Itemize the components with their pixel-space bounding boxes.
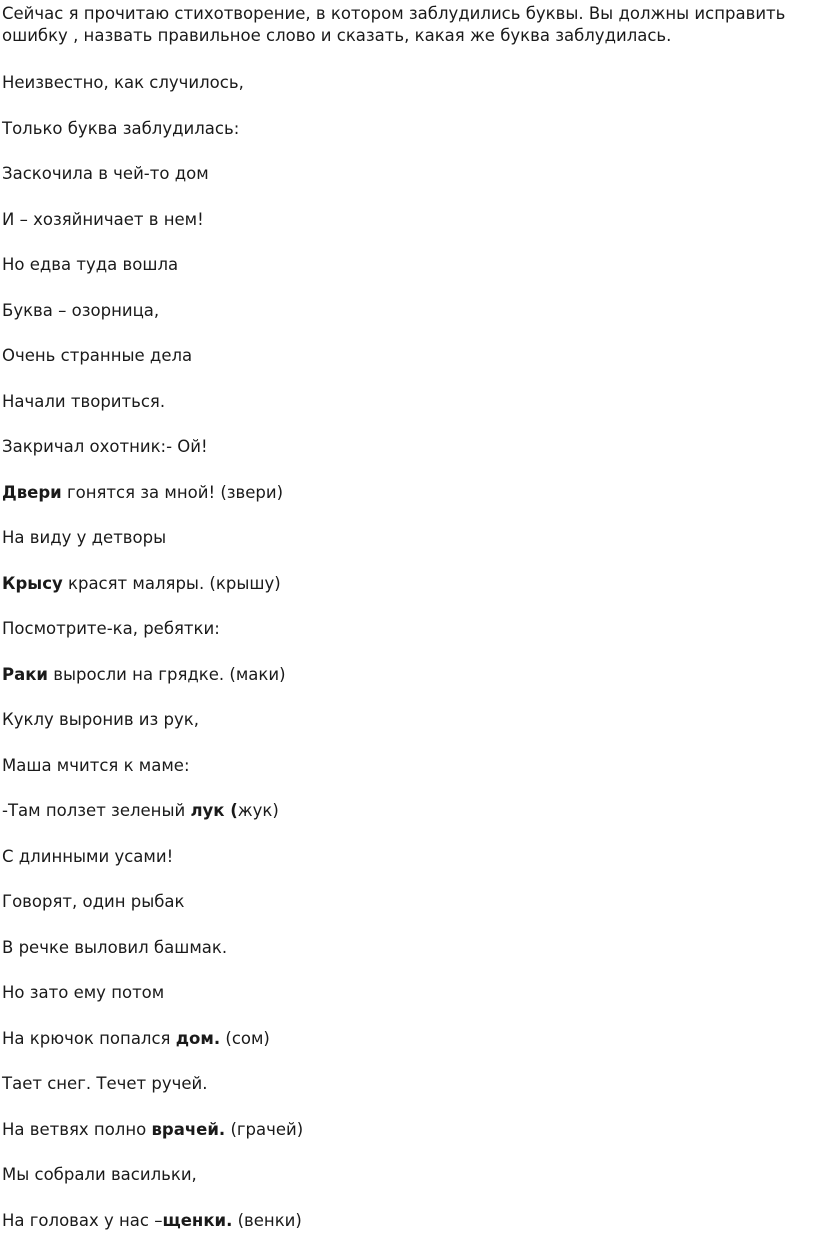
- poem-line: [0, 1210, 816, 1255]
- line-text: Маша мчится к маме:: [2, 755, 190, 775]
- poem-line: [0, 1028, 816, 1074]
- line-text: Говорят, один рыбак: [2, 892, 185, 911]
- poem-line: [0, 664, 816, 710]
- poem-line: [0, 982, 816, 1028]
- line-text: С длинными усами!: [2, 846, 174, 866]
- poem-line: [0, 1164, 816, 1210]
- line-text: На ветвях полно: [2, 1119, 152, 1139]
- intro-paragraph: Сейчас я прочитаю стихотворение, в котором заблудились буквы. Вы должны исправить ошибку , назвать правильное слово и сказать, какая же буква заблудилась.: [2, 4, 786, 45]
- poem-line: [0, 755, 816, 801]
- poem-line: [0, 209, 816, 255]
- line-text: На виду у детворы: [2, 528, 167, 547]
- misspelled-word: Крысу: [2, 573, 63, 593]
- poem-line: [0, 482, 816, 528]
- line-text: На крючок попался: [2, 1028, 176, 1048]
- misspelled-word: лук (: [190, 801, 238, 820]
- poem-line: [0, 846, 816, 892]
- poem-line: [0, 72, 816, 118]
- line-text: гонятся за мной! (звери): [61, 482, 284, 502]
- line-text: Куклу выронив из рук,: [2, 710, 199, 729]
- misspelled-word: Раки: [2, 664, 48, 684]
- line-text: В речке выловил башмак.: [2, 937, 228, 957]
- poem-line: [0, 163, 816, 209]
- line-text: Тает снег. Течет ручей.: [2, 1074, 208, 1093]
- line-text: Мы собрали васильки,: [2, 1165, 197, 1184]
- line-text: (венки): [232, 1210, 302, 1230]
- line-text: И – хозяйничает в нем!: [2, 209, 204, 229]
- line-text: На головах у нас –: [2, 1210, 163, 1230]
- line-text: Но зато ему потом: [2, 983, 165, 1002]
- poem-line: [0, 1119, 816, 1165]
- poem-lines: [0, 72, 816, 1255]
- line-text: (грачей): [225, 1119, 304, 1139]
- misspelled-word: врачей.: [151, 1119, 226, 1139]
- line-text: Очень странные дела: [2, 346, 193, 365]
- line-text: Только буква заблудилась:: [2, 118, 240, 138]
- line-text: Посмотрите-ка, ребятки:: [2, 619, 220, 638]
- line-text: Но едва туда вошла: [2, 255, 179, 274]
- line-text: Закричал охотник:- Ой!: [2, 437, 208, 456]
- poem-line: [0, 254, 816, 300]
- line-text: жук): [237, 801, 279, 820]
- poem-line: [0, 1073, 816, 1119]
- misspelled-word: Двери: [2, 482, 62, 502]
- poem-line: [0, 527, 816, 573]
- line-text: Заскочила в чей-то дом: [2, 164, 209, 183]
- poem-line: [0, 618, 816, 664]
- line-text: (сом): [220, 1028, 270, 1048]
- poem-line: [0, 436, 816, 482]
- poem-line: [0, 891, 816, 937]
- misspelled-word: щенки.: [162, 1210, 233, 1230]
- poem-line: [0, 118, 816, 164]
- poem-line: [0, 345, 816, 391]
- poem-line: [0, 937, 816, 983]
- line-text: красят маляры. (крышу): [62, 573, 281, 593]
- line-text: Неизвестно, как случилось,: [2, 73, 244, 92]
- poem-line: [0, 573, 816, 619]
- line-text: -Там ползет зеленый: [2, 801, 191, 820]
- poem-line: [0, 800, 816, 846]
- line-text: Начали твориться.: [2, 391, 166, 411]
- line-text: выросли на грядке. (маки): [48, 664, 286, 684]
- misspelled-word: дом.: [175, 1028, 221, 1048]
- poem-line: [0, 709, 816, 755]
- poem-line: [0, 391, 816, 437]
- line-text: Буква – озорница,: [2, 300, 160, 320]
- poem-line: [0, 300, 816, 346]
